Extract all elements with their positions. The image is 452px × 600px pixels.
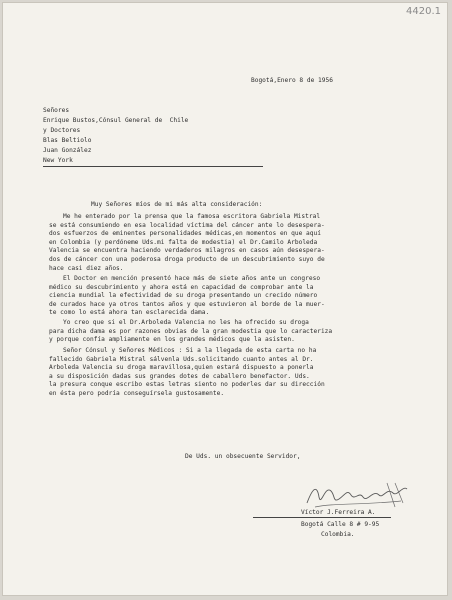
body-line: ciencia mundial la efectividad de su droga presentando un crecido número [49, 292, 318, 300]
signer-address: Bogotá Calle 8 # 9-95 [301, 521, 380, 528]
body-line: se está consumiendo en esa localidad víctima del cáncer ante lo desespera- [49, 221, 325, 229]
salutation: Muy Señores míos de mi más alta consideración: [91, 201, 263, 208]
body-line: en Colombia (y perdóneme Uds.mi falta de modestia) el Dr.Camilo Arboleda [49, 238, 318, 246]
body-line: dos de cáncer con una poderosa droga producto de un descubrimiento suyo de [49, 255, 325, 263]
body-line: a su disposición dadas sus grandes dotes de caballero benefactor. Uds. [49, 372, 310, 380]
signer-country: Colombia. [321, 531, 355, 538]
body-line: te como lo está ahora tan esclarecida dama. [49, 309, 210, 317]
body-line: hace casi diez años. [49, 264, 124, 272]
addressee-underline [43, 166, 263, 167]
body-line: Yo creo que si el Dr.Arboleda Valencia no les ha ofrecido su droga [63, 319, 309, 326]
addressee-line: Enrique Bustos,Cónsul General de Chile [43, 117, 189, 124]
signer-name: Víctor J.Ferreira A. [301, 509, 376, 516]
closing: De Uds. un obsecuente Servidor, [185, 453, 301, 460]
body-line: médico su descubrimiento y ahora está en capacidad de comprobar ante la [49, 283, 314, 291]
archive-number: 4420.1 [406, 6, 441, 17]
addressee-line: y Doctores [43, 127, 81, 134]
body-line: Valencia se encuentra haciendo verdaderos milagros en casos aún desespera- [49, 247, 325, 255]
addressee-line: Blas Beltiolo [43, 137, 92, 144]
body-line: la presura conque escribo estas letras siento no poderles dar su dirección [49, 381, 325, 389]
body-line: fallecido Gabriela Mistral sálvenla Uds.solicitando cuanto antes al Dr. [49, 355, 314, 363]
body-paragraph-2 [49, 275, 409, 318]
body-paragraph-4 [49, 347, 409, 399]
signature-underline [253, 517, 391, 518]
addressee-city: New York [43, 157, 73, 164]
letter-page [2, 2, 448, 596]
addressee-line: Señores [43, 107, 70, 114]
letter-date: Bogotá,Enero 8 de 1956 [251, 77, 333, 84]
body-line: en ésta pero podría conseguírsela gustosamente. [49, 389, 225, 397]
body-line: Arboleda Valencia su droga maravillosa,quien estará dispuesto a ponerla [49, 364, 314, 372]
body-paragraph-3 [49, 319, 409, 345]
addressee-line: Juan González [43, 147, 92, 154]
handwritten-signature [303, 477, 413, 513]
body-line: y porque confía ampliamente en los grandes médicos que la asisten. [49, 336, 295, 344]
body-paragraph-1 [49, 213, 409, 273]
body-line: Señor Cónsul y Señores Médicos : Si a la llegada de esta carta no ha [63, 347, 317, 354]
body-line: de curados hace ya otros tantos años y que estuvieron al borde de la muer- [49, 300, 325, 308]
body-line: para dicha dama es por razones obvias de la gran modestia que lo caracteriza [49, 327, 333, 335]
body-line: El Doctor en mención presentó hace más de siete años ante un congreso [63, 275, 321, 282]
body-line: dos esfuerzos de eminentes personalidades médicas,en momentos en que aquí [49, 230, 321, 238]
body-line: Me he enterado por la prensa que la famosa escritora Gabriela Mistral [63, 213, 321, 220]
